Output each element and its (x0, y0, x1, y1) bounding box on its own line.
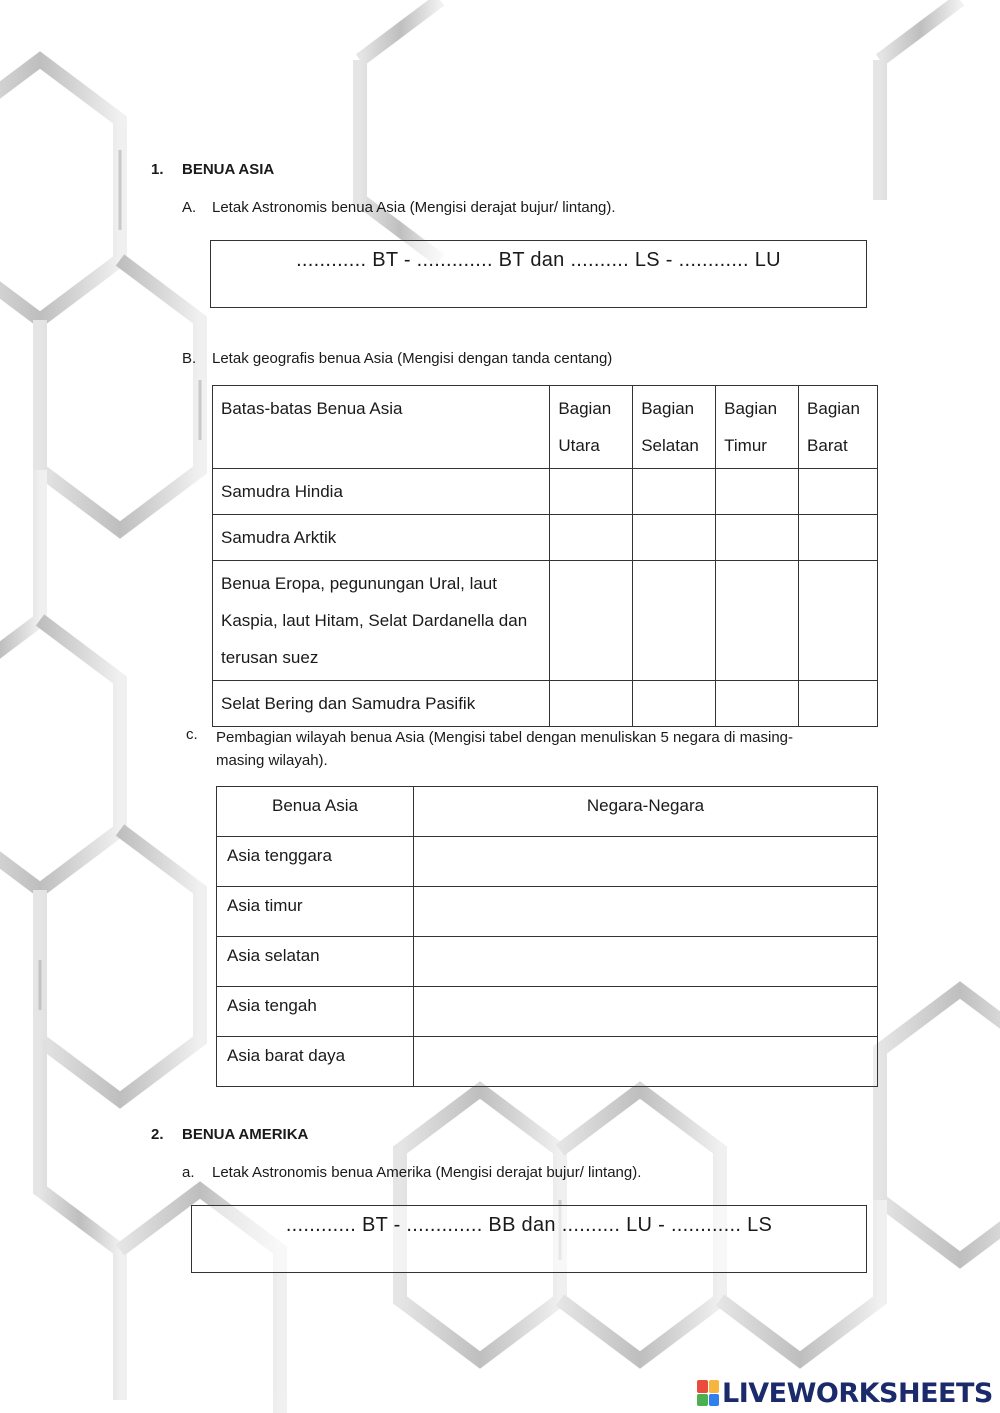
section1-partA-instruction: Letak Astronomis benua Asia (Mengisi derajat bujur/ lintang). (212, 199, 616, 216)
liveworksheets-logo (697, 1376, 993, 1410)
america-astronomic-answer-box[interactable] (191, 1205, 867, 1273)
instruction-line: Pembagian wilayah benua Asia (Mengisi tabel dengan menuliskan 5 negara di masing- (216, 729, 794, 746)
header-line: Selatan (641, 436, 699, 455)
checkbox-cell[interactable] (550, 561, 633, 681)
region-label: Asia timur (217, 887, 414, 937)
section1-partB-instruction: Letak geografis benua Asia (Mengisi dengan tanda centang) (212, 350, 613, 367)
header-line: Bagian (807, 399, 860, 418)
table-row (217, 887, 878, 937)
row-label: Benua Eropa, pegunungan Ural, laut Kaspia, laut Hitam, Selat Dardanella dan terusan suez (213, 561, 550, 681)
region-label: Asia tengah (217, 987, 414, 1037)
table-row (217, 1037, 878, 1087)
checkbox-cell[interactable] (633, 681, 716, 727)
checkbox-cell[interactable] (633, 515, 716, 561)
table-row (217, 937, 878, 987)
table-row (213, 561, 878, 681)
header-line: Barat (807, 436, 848, 455)
table-header-cell (550, 386, 633, 469)
section2-partA-letter: a. (182, 1164, 195, 1181)
instruction-line: masing wilayah). (216, 752, 328, 769)
section1-partC-letter: c. (186, 726, 198, 743)
table-row (213, 515, 878, 561)
row-label: Samudra Hindia (213, 469, 550, 515)
logo-text: LIVEWORKSHEETS (722, 1377, 993, 1409)
checkbox-cell[interactable] (799, 681, 878, 727)
table-header-cell (716, 386, 799, 469)
asia-astronomic-answer-box[interactable] (210, 240, 867, 308)
table-row (213, 681, 878, 727)
header-line: Utara (558, 436, 600, 455)
section1-partA-letter: A. (182, 199, 197, 216)
section2-partA-instruction: Letak Astronomis benua Amerika (Mengisi derajat bujur/ lintang). (212, 1164, 642, 1181)
checkbox-cell[interactable] (716, 469, 799, 515)
row-label: Samudra Arktik (213, 515, 550, 561)
countries-input-cell[interactable] (414, 987, 878, 1037)
checkbox-cell[interactable] (799, 469, 878, 515)
section1-number: 1. (151, 161, 164, 178)
logo-square (709, 1394, 720, 1407)
table-header-cell: Negara-Negara (414, 787, 878, 837)
logo-square (697, 1394, 708, 1407)
table-header-cell: Benua Asia (217, 787, 414, 837)
checkbox-cell[interactable] (799, 515, 878, 561)
asia-astronomic-answer-text: ............ BT - ............. BT dan .......... LS - ............ LU (296, 249, 781, 271)
region-label: Asia selatan (217, 937, 414, 987)
table-header-cell (633, 386, 716, 469)
asia-geographic-table (212, 385, 878, 727)
header-line: Timur (724, 436, 767, 455)
section2-number: 2. (151, 1126, 164, 1143)
header-line: Bagian (558, 399, 612, 418)
checkbox-cell[interactable] (799, 561, 878, 681)
asia-regions-table (216, 786, 878, 1087)
countries-input-cell[interactable] (414, 887, 878, 937)
table-header-row (217, 787, 878, 837)
section1-partB-letter: B. (182, 350, 197, 367)
logo-mark-icon (697, 1380, 719, 1406)
section1-title: BENUA ASIA (182, 161, 275, 178)
table-header-row (213, 386, 878, 469)
checkbox-cell[interactable] (716, 515, 799, 561)
logo-square (709, 1380, 720, 1393)
checkbox-cell[interactable] (633, 561, 716, 681)
table-header-cell (799, 386, 878, 469)
checkbox-cell[interactable] (633, 469, 716, 515)
table-row (217, 987, 878, 1037)
header-line: Bagian (724, 399, 778, 418)
logo-square (697, 1380, 708, 1393)
section2-title: BENUA AMERIKA (182, 1126, 309, 1143)
table-row (213, 469, 878, 515)
america-astronomic-answer-text: ............ BT - ............. BB dan .......... LU - ............ LS (285, 1214, 773, 1236)
countries-input-cell[interactable] (414, 837, 878, 887)
checkbox-cell[interactable] (550, 515, 633, 561)
checkbox-cell[interactable] (716, 561, 799, 681)
region-label: Asia tenggara (217, 837, 414, 887)
countries-input-cell[interactable] (414, 937, 878, 987)
checkbox-cell[interactable] (550, 681, 633, 727)
table-header-cell: Batas-batas Benua Asia (213, 386, 550, 469)
region-label: Asia barat daya (217, 1037, 414, 1087)
section1-partC-instruction (216, 726, 876, 772)
checkbox-cell[interactable] (550, 469, 633, 515)
countries-input-cell[interactable] (414, 1037, 878, 1087)
row-label: Selat Bering dan Samudra Pasifik (213, 681, 550, 727)
header-line: Bagian (641, 399, 695, 418)
checkbox-cell[interactable] (716, 681, 799, 727)
table-row (217, 837, 878, 887)
